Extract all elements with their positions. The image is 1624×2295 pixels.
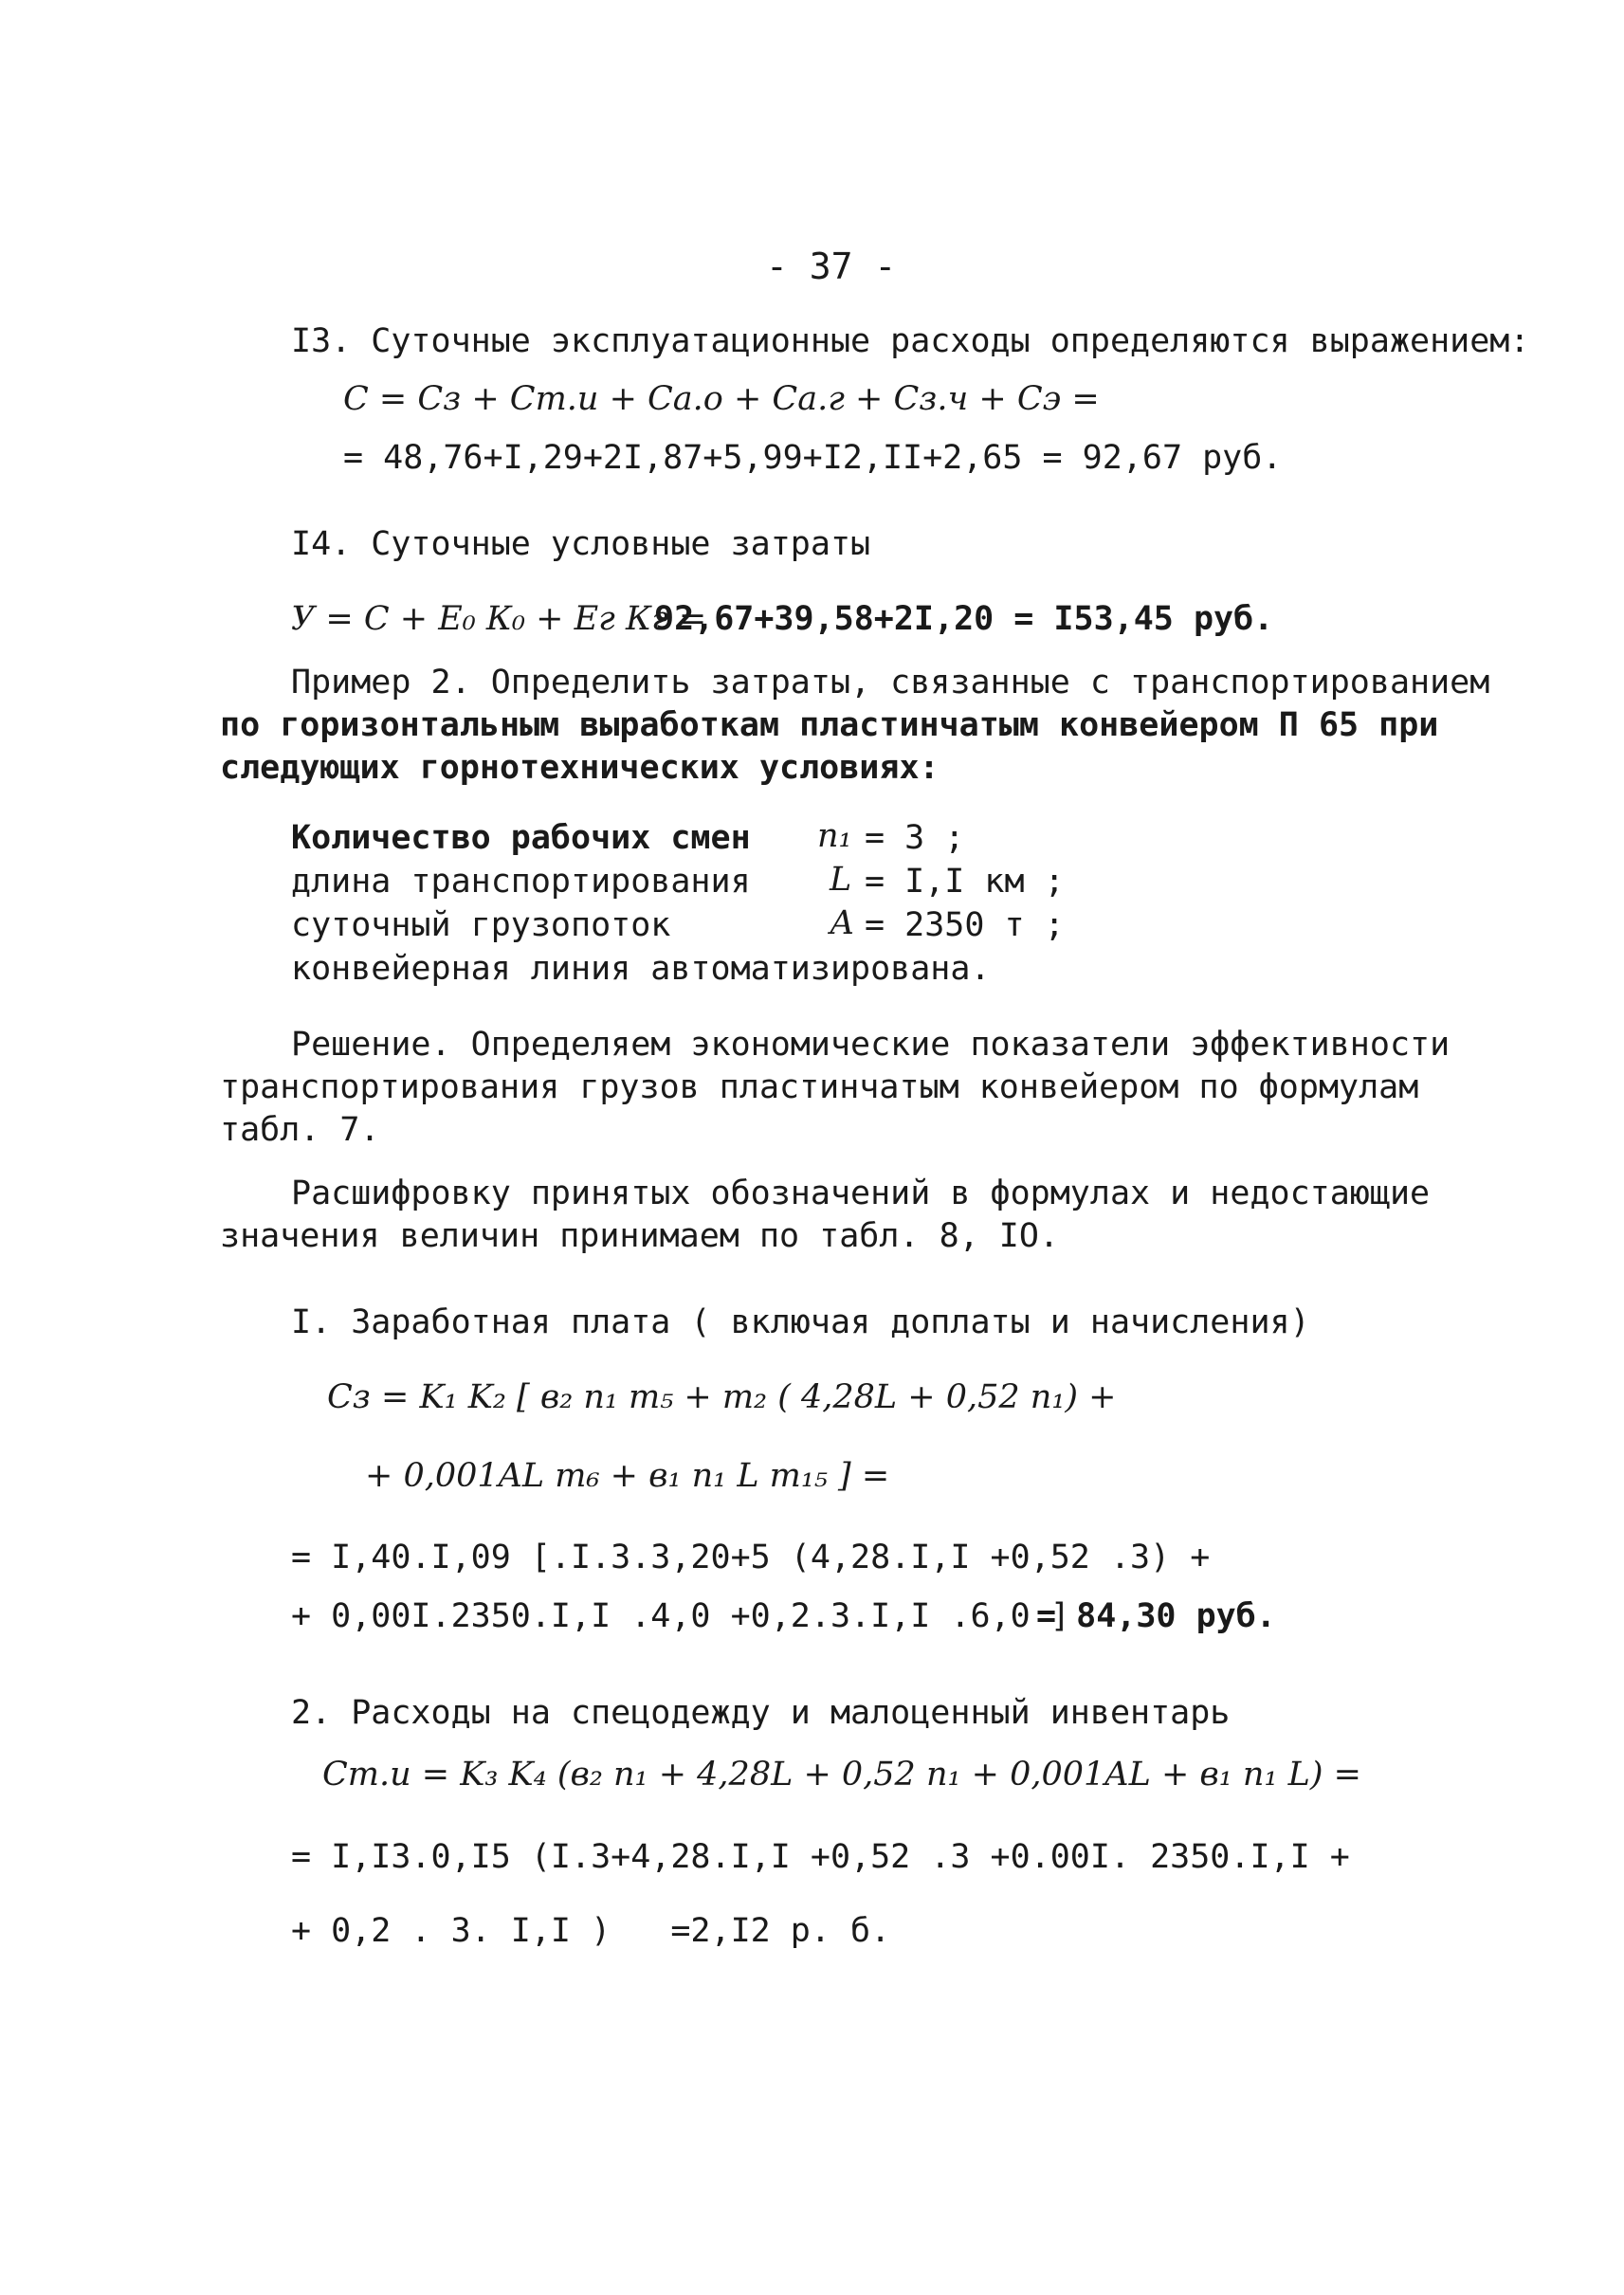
wages-formula-line-1: Cз = K₁ K₂ [ в₂ n₁ m₅ + m₂ ( 4,28L + 0,52 n₁) + [327, 1378, 1117, 1416]
condition-symbol: n₁ [817, 817, 852, 855]
condition-symbol: А [830, 904, 855, 942]
wages-calculation-line-1: = I,40.I,09 [.I.3.3,20+5 (4,28.I,I +0,52 .3) + [291, 1539, 1211, 1576]
wages-calculation-line-2: + 0,00I.2350.I,I .4,0 +0,2.3.I,I .6,0 ] [291, 1597, 1070, 1635]
item-13-heading: I3. Суточные эксплуатационные расходы определяются выражением: [291, 322, 1530, 360]
page-number: - 37 - [766, 246, 897, 287]
clothing-calculation-line-1: = I,I3.0,I5 (I.3+4,28.I,I +0,52 .3 +0.00I. 2350.I,I + [291, 1838, 1350, 1876]
solution-line-2: транспортирования грузов пластинчатым конвейером по формулам [220, 1068, 1419, 1106]
decoding-line-1: Расшифровку принятых обозначений в формулах и недостающие [291, 1175, 1431, 1212]
condition-note: конвейерная линия автоматизирована. [291, 950, 991, 988]
condition-label: суточный грузопоток [291, 906, 671, 944]
condition-label: длина транспортирования [291, 863, 751, 901]
condition-symbol: L [830, 861, 852, 899]
clothing-formula: Cm.и = K₃ K₄ (в₂ n₁ + 4,28L + 0,52 n₁ + 0,001AL + в₁ n₁ L) = [322, 1756, 1361, 1794]
item-14-heading: I4. Суточные условные затраты [291, 525, 871, 563]
condition-value: = I,I км ; [865, 863, 1065, 901]
condition-value: = 2350 т ; [865, 906, 1065, 944]
wages-formula-line-2: + 0,001AL m₆ + в₁ n₁ L m₁₅ ] = [365, 1457, 890, 1495]
wages-heading: I. Заработная плата ( включая доплаты и начисления) [291, 1303, 1310, 1341]
condition-value: = 3 ; [865, 819, 965, 857]
example-2-line-2: по горизонтальным выработкам пластинчатым конвейером П 65 при [220, 706, 1439, 744]
item-13-formula: С = Cз + Cm.и + Cа.о + Cа.г + Cз.ч + Cэ = [343, 380, 1100, 418]
item-13-calculation: = 48,76+I,29+2I,87+5,99+I2,II+2,65 = 92,67 руб. [343, 439, 1283, 477]
decoding-line-2: значения величин принимаем по табл. 8, IO. [220, 1217, 1060, 1255]
condition-label: Количество рабочих смен [291, 819, 751, 857]
example-2-line-3: следующих горнотехнических условиях: [220, 749, 940, 787]
clothing-calculation-line-2: + 0,2 . 3. I,I ) =2,I2 р. б. [291, 1912, 891, 1950]
solution-line-3: табл. 7. [220, 1111, 380, 1149]
item-14-calculation: 92,67+39,58+2I,20 = I53,45 руб. [654, 600, 1274, 638]
item-14-formula: У = С + Е₀ К₀ + Ег Кг = [291, 600, 707, 638]
clothing-heading: 2. Расходы на спецодежду и малоценный инвентарь [291, 1694, 1231, 1732]
solution-line-1: Решение. Определяем экономические показатели эффективности [291, 1026, 1451, 1064]
example-2-line-1: Пример 2. Определить затраты, связанные с транспортированием [291, 664, 1490, 701]
wages-result: = 84,30 руб. [1036, 1597, 1276, 1635]
